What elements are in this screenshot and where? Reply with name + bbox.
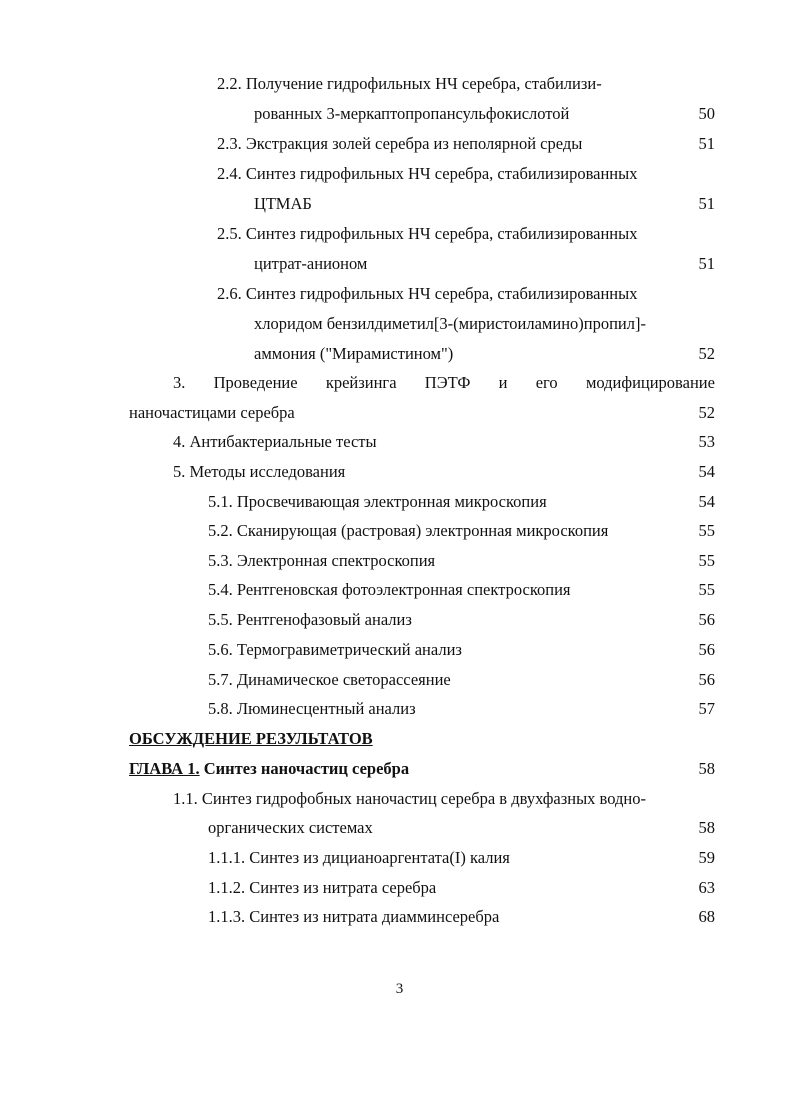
toc-entry-1-1-line2: органических системах bbox=[208, 818, 373, 837]
toc-entry-5: 5. Методы исследования bbox=[173, 462, 346, 481]
toc-entry-2-5-line2: цитрат-анионом bbox=[254, 254, 368, 273]
toc-entry-2-6-line3: аммония ("Мирамистином") bbox=[254, 344, 454, 363]
toc-entry-5-2: 5.2. Сканирующая (растровая) электронная микроскопия bbox=[208, 521, 609, 540]
toc-entry-1-1-1: 1.1.1. Синтез из дицианоаргентата(I) калия bbox=[208, 848, 510, 867]
toc-page-5-6: 56 bbox=[698, 640, 715, 659]
toc-entry-3-word: модифицирование bbox=[585, 373, 715, 392]
toc-entry-3-word: Проведение bbox=[213, 373, 298, 392]
toc-entry-3-word: ПЭТФ bbox=[424, 373, 471, 392]
toc-entry-1-1-2: 1.1.2. Синтез из нитрата серебра bbox=[208, 878, 437, 897]
toc-entry-5-3: 5.3. Электронная спектроскопия bbox=[208, 551, 436, 570]
toc-entry-5-5: 5.5. Рентгенофазовый анализ bbox=[208, 610, 412, 629]
toc-page-5-8: 57 bbox=[698, 699, 715, 718]
toc-page-chapter-1: 58 bbox=[698, 759, 715, 778]
toc-entry-2-2-line1: 2.2. Получение гидрофильных НЧ серебра, стабилизи- bbox=[217, 74, 602, 93]
toc-page-2-4: 51 bbox=[698, 194, 715, 213]
toc-page-5-5: 56 bbox=[698, 610, 715, 629]
toc-page-1-1-2: 63 bbox=[698, 878, 715, 897]
toc-entry-5-7: 5.7. Динамическое светорассеяние bbox=[208, 670, 451, 689]
toc-page-1-1-1: 59 bbox=[698, 848, 715, 867]
toc-page-5: 54 bbox=[698, 462, 715, 481]
toc-entry-1-1-3: 1.1.3. Синтез из нитрата диамминсеребра bbox=[208, 907, 500, 926]
toc-entry-2-5-line1: 2.5. Синтез гидрофильных НЧ серебра, стабилизированных bbox=[217, 224, 638, 243]
toc-entry-2-2-line2: рованных 3-меркаптопропансульфокислотой bbox=[254, 104, 570, 123]
toc-entry-3-line2: наночастицами серебра bbox=[129, 403, 295, 422]
toc-entry-5-6: 5.6. Термогравиметрический анализ bbox=[208, 640, 462, 659]
results-heading: ОБСУЖДЕНИЕ РЕЗУЛЬТАТОВ bbox=[129, 729, 373, 748]
chapter-1-title: Синтез наночастиц серебра bbox=[203, 759, 410, 778]
toc-entry-2-6-line1: 2.6. Синтез гидрофильных НЧ серебра, стабилизированных bbox=[217, 284, 638, 303]
toc-entry-1-1-line1: 1.1. Синтез гидрофобных наночастиц серебра в двухфазных водно- bbox=[173, 789, 646, 808]
toc-page-3: 52 bbox=[698, 403, 715, 422]
toc-page-5-7: 56 bbox=[698, 670, 715, 689]
toc-page-2-6: 52 bbox=[698, 344, 715, 363]
page-number: 3 bbox=[395, 981, 404, 997]
toc-entry-5-8: 5.8. Люминесцентный анализ bbox=[208, 699, 416, 718]
toc-entry-4: 4. Антибактериальные тесты bbox=[173, 432, 377, 451]
toc-entry-2-6-line2: хлоридом бензилдиметил[3-(миристоиламино)пропил]- bbox=[254, 314, 646, 333]
chapter-1-heading bbox=[129, 759, 409, 779]
toc-entry-5-1: 5.1. Просвечивающая электронная микроскопия bbox=[208, 492, 547, 511]
toc-page-1-1: 58 bbox=[698, 818, 715, 837]
toc-entry-3-word: его bbox=[535, 373, 558, 392]
toc-entry-2-4-line1: 2.4. Синтез гидрофильных НЧ серебра, стабилизированных bbox=[217, 164, 638, 183]
toc-entry-5-4: 5.4. Рентгеновская фотоэлектронная спектроскопия bbox=[208, 580, 571, 599]
chapter-1-label: ГЛАВА 1. bbox=[129, 759, 200, 778]
toc-page-2-5: 51 bbox=[698, 254, 715, 273]
toc-entry-2-4-line2: ЦТМАБ bbox=[254, 194, 312, 213]
toc-entry-3-word: 3. bbox=[173, 373, 186, 392]
toc-entry-3-line1 bbox=[129, 373, 715, 393]
toc-page-2-2: 50 bbox=[698, 104, 715, 123]
toc-page-5-1: 54 bbox=[698, 492, 715, 511]
toc-entry-3-word: и bbox=[498, 373, 508, 392]
toc-page-5-2: 55 bbox=[698, 521, 715, 540]
toc-page-1-1-3: 68 bbox=[698, 907, 715, 926]
toc-page-4: 53 bbox=[698, 432, 715, 451]
toc-entry-3-word: крейзинга bbox=[325, 373, 397, 392]
toc-page-2-3: 51 bbox=[698, 134, 715, 153]
toc-page-5-3: 55 bbox=[698, 551, 715, 570]
toc-page-5-4: 55 bbox=[698, 580, 715, 599]
toc-entry-2-3: 2.3. Экстракция золей серебра из неполярной среды bbox=[217, 134, 583, 153]
